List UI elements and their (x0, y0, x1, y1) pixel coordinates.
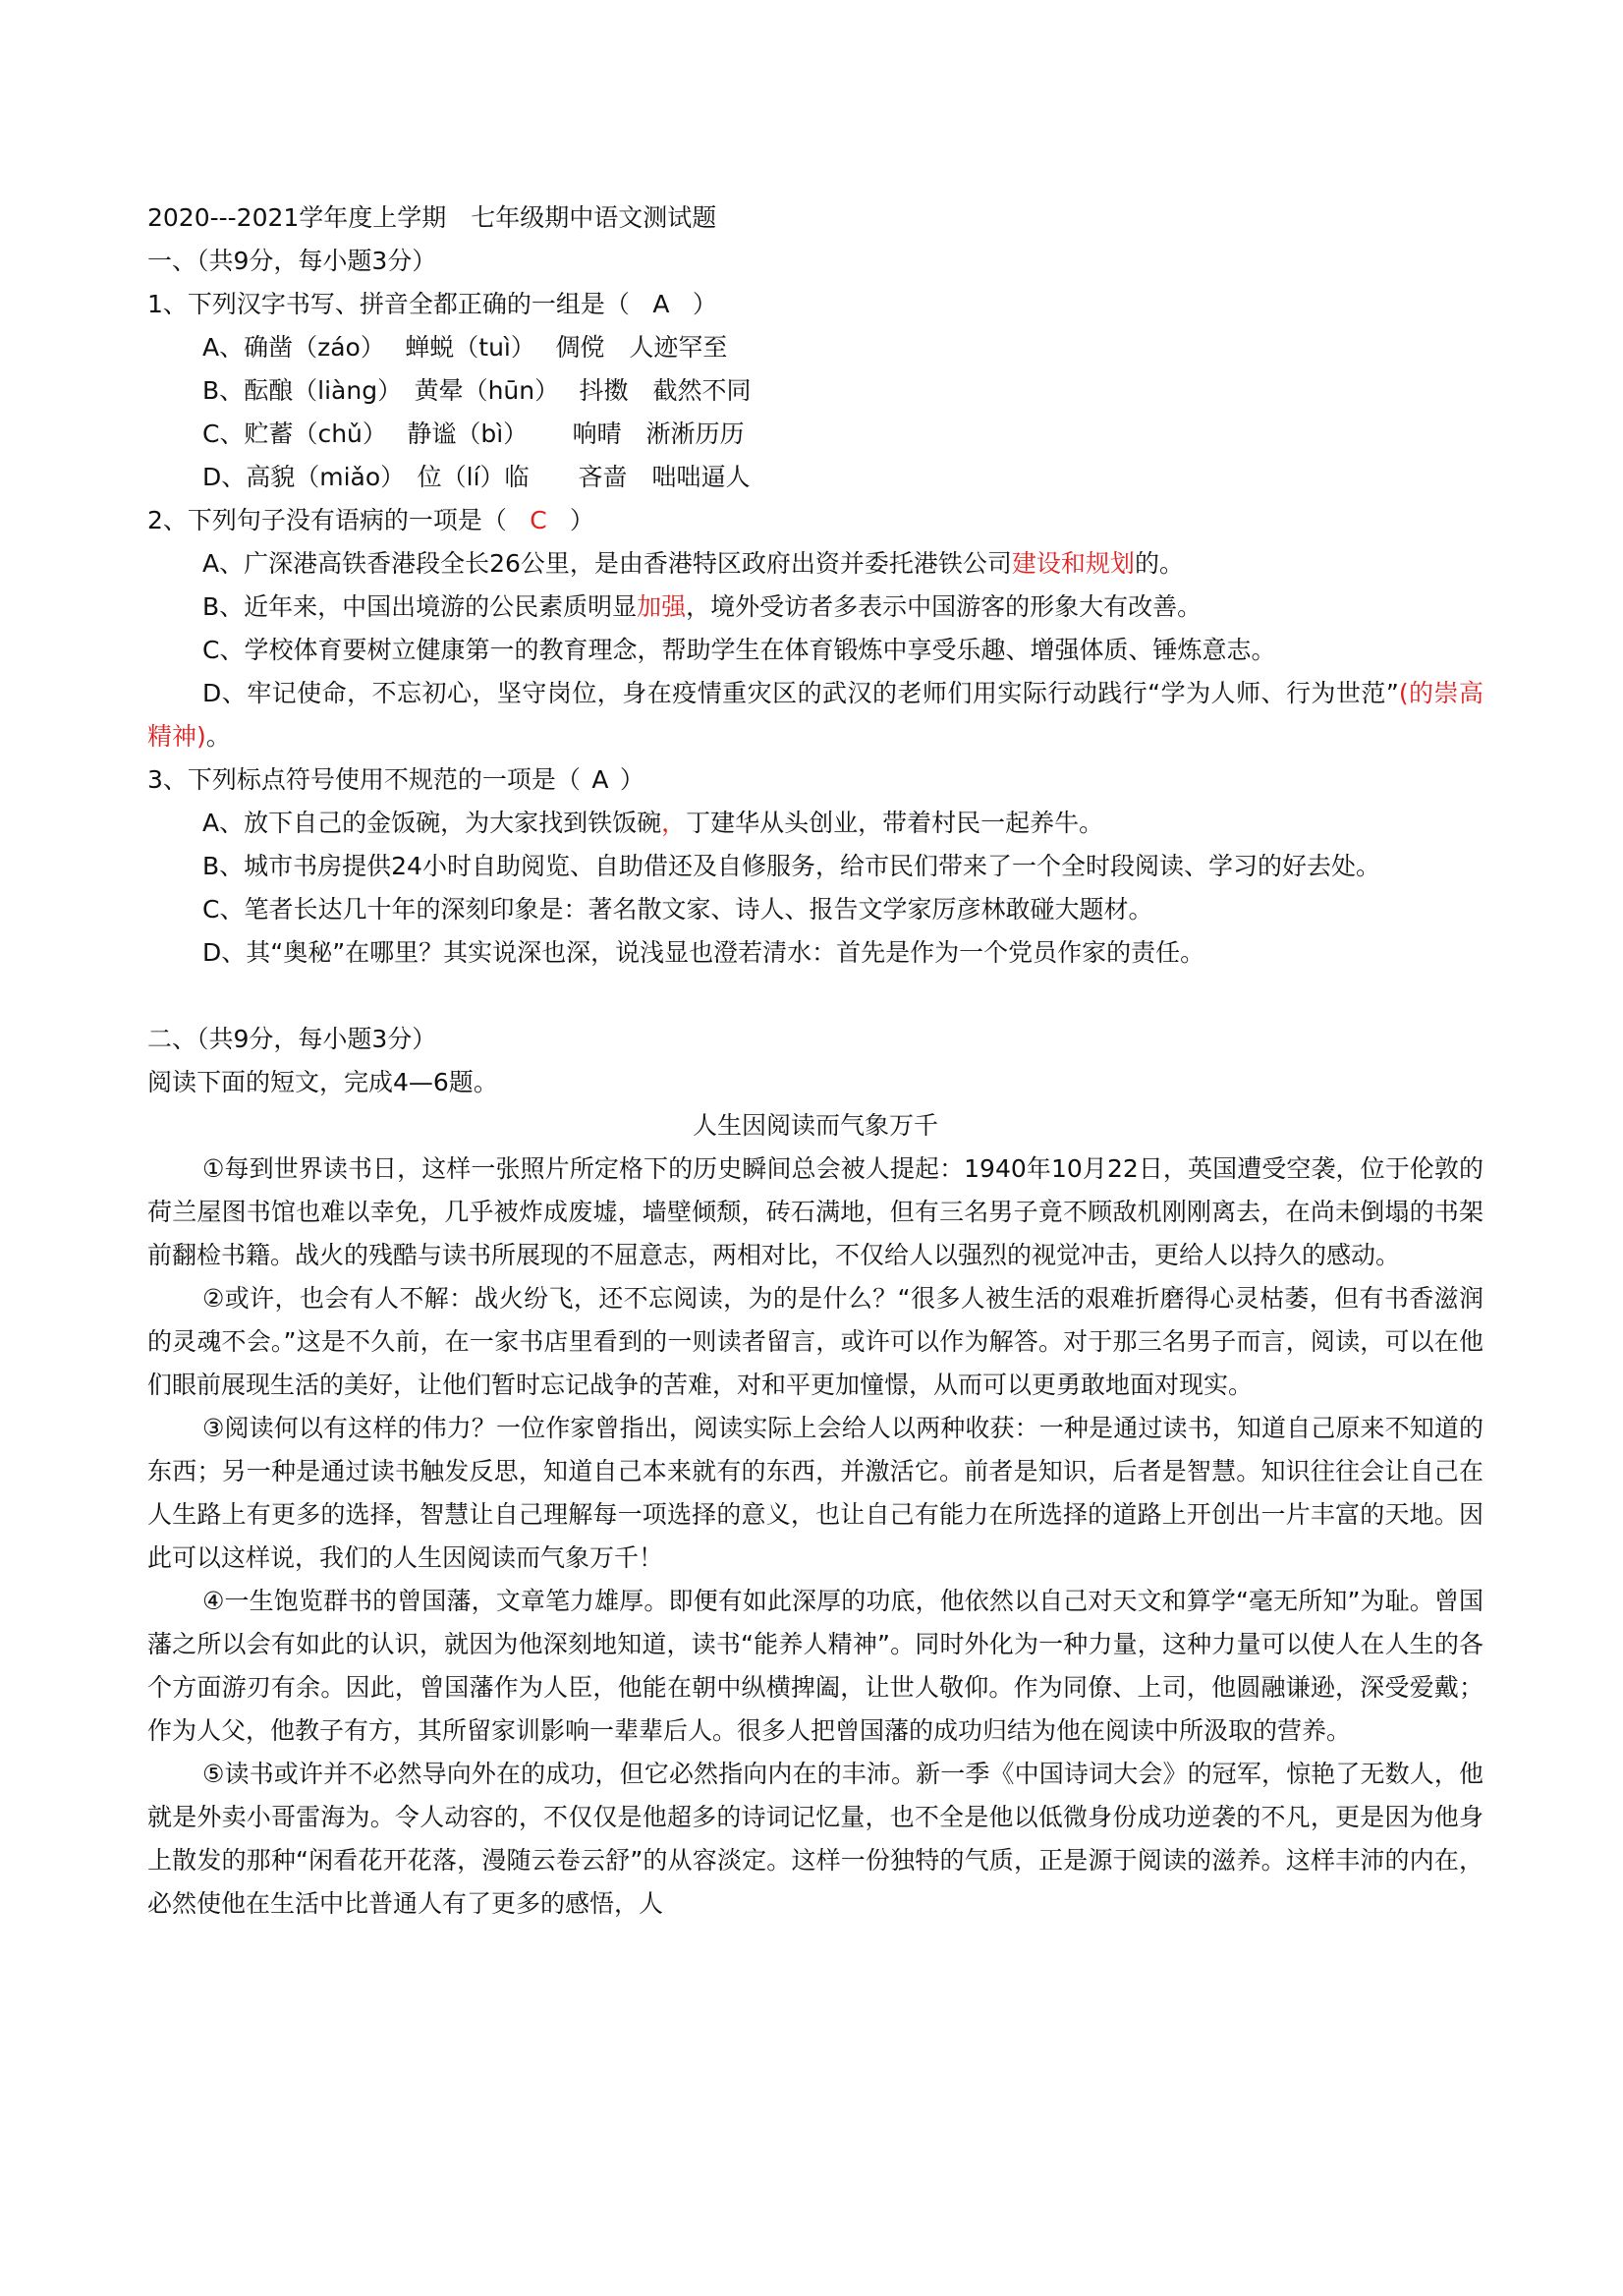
question-3-stem: 3、下列标点符号使用不规范的一项是（ (147, 765, 581, 794)
question-3-option-b: B、城市书房提供24小时自助阅览、自助借还及自修服务，给市民们带来了一个全时段阅读、学习的好去处。 (202, 852, 1380, 880)
option-text: A、广深港高铁香港段全长26公里，是由香港特区政府出资并委托港铁公司 (202, 549, 1012, 578)
question-2-close: ） (569, 506, 594, 534)
option-highlight: 加强 (637, 592, 687, 621)
question-2-option-c: C、学校体育要树立健康第一的教育理念，帮助学生在体育锻炼中享受乐趣、增强体质、锤炼意志。 (202, 636, 1276, 664)
exam-content (147, 196, 1483, 1926)
option-text: A、放下自己的金饭碗，为大家找到铁饭碗 (202, 809, 662, 837)
option-highlight: ， (661, 809, 687, 837)
article-paragraph-5: ⑤读书或许并不必然导向外在的成功，但它必然指向内在的丰沛。新一季《中国诗词大会》的冠军，惊艳了无数人，他就是外卖小哥雷海为。令人动容的，不仅仅是他超多的诗词记忆量，也不全是他以低微身份成功逆袭的不凡，更是因为他身上散发的那种“闲看花开花落，漫随云卷云舒”的从容淡定。这样一份独特的气质，正是源于阅读的滋养。这样丰沛的内在，必然使他在生活中比普通人有了更多的感悟，人 (147, 1760, 1483, 1918)
exam-title: 2020---2021学年度上学期 七年级期中语文测试题 (147, 203, 717, 232)
question-1-option-c: C、贮蓄（chǔ） 静谧（bì） 响晴 淅淅历历 (202, 420, 745, 448)
article-paragraph-1: ①每到世界读书日，这样一张照片所定格下的历史瞬间总会被人提起：1940年10月22日，英国遭受空袭，位于伦敦的荷兰屋图书馆也难以幸免，几乎被炸成废墟，墙壁倾颓，砖石满地，但有三名男子竟不顾敌机刚刚离去，在尚未倒塌的书架前翻检书籍。战火的残酷与读书所展现的不屈意志，两相对比，不仅给人以强烈的视觉冲击，更给人以持久的感动。 (147, 1154, 1483, 1269)
question-2 (147, 499, 1483, 542)
question-2-option-d (147, 672, 1483, 758)
question-1 (147, 283, 1483, 326)
question-3-option-a (147, 802, 1483, 845)
article-paragraph-3: ③阅读何以有这样的伟力？一位作家曾指出，阅读实际上会给人以两种收获：一种是通过读书，知道自己原来不知道的东西；另一种是通过读书触发反思，知道自己本来就有的东西，并激活它。前者是知识，后者是智慧。知识往往会让自己在人生路上有更多的选择，智慧让自己理解每一项选择的意义，也让自己有能力在所选择的道路上开创出一片丰富的天地。因此可以这样说，我们的人生因阅读而气象万千！ (147, 1414, 1483, 1572)
option-text: ，境外受访者多表示中国游客的形象大有改善。 (686, 592, 1203, 621)
article-paragraph-4: ④一生饱览群书的曾国藩，文章笔力雄厚。即便有如此深厚的功底，他依然以自己对天文和算学“毫无所知”为耻。曾国藩之所以会有如此的认识，就因为他深刻地知道，读书“能养人精神”。同时外化为一种力量，这种力量可以使人在人生的各个方面游刃有余。因此，曾国藩作为人臣，他能在朝中纵横捭阖，让世人敬仰。作为同僚、上司，他圆融谦逊，深受爱戴；作为人父，他教子有方，其所留家训影响一辈辈后人。很多人把曾国藩的成功归结为他在阅读中所汲取的营养。 (147, 1587, 1483, 1745)
question-3-answer: A (591, 765, 609, 794)
article-title: 人生因阅读而气象万千 (692, 1111, 938, 1140)
option-highlight: 建设和规划 (1011, 549, 1135, 578)
question-1-option-b: B、酝酿（liàng） 黄晕（hūn） 抖擞 截然不同 (202, 376, 752, 405)
section-gap (147, 975, 1483, 1018)
option-highlight: (的崇高精神) (147, 679, 1483, 751)
section2-header: 二、（共9分，每小题3分） (147, 1025, 437, 1053)
question-1-answer: A (652, 290, 670, 318)
article-paragraph-2: ②或许，也会有人不解：战火纷飞，还不忘阅读，为的是什么？“很多人被生活的艰难折磨得心灵枯萎，但有书香滋润的灵魂不会。”这是不久前，在一家书店里看到的一则读者留言，或许可以作为解答。对于那三名男子而言，阅读，可以在他们眼前展现生活的美好，让他们暂时忘记战争的苦难，对和平更加憧憬，从而可以更勇敢地面对现实。 (147, 1284, 1483, 1399)
section2-instruction: 阅读下面的短文，完成4—6题。 (147, 1068, 498, 1096)
question-2-answer: C (530, 506, 547, 534)
question-2-option-b (147, 586, 1483, 629)
option-text: 的。 (1134, 549, 1184, 578)
question-1-close: ） (692, 290, 717, 318)
question-3-option-c: C、笔者长达几十年的深刻印象是：著名散文家、诗人、报告文学家厉彦林敢碰大题材。 (202, 895, 1153, 924)
question-1-stem: 1、下列汉字书写、拼音全都正确的一组是（ (147, 290, 630, 318)
question-3-option-d: D、其“奥秘”在哪里？其实说深也深，说浅显也澄若清水：首先是作为一个党员作家的责任。 (202, 938, 1205, 967)
question-1-option-d: D、高貌（miǎo） 位（lí）临 吝啬 咄咄逼人 (202, 463, 751, 491)
question-3 (147, 758, 1483, 802)
question-3-close: ） (619, 765, 644, 794)
option-text: 丁建华从头创业，带着村民一起养牛。 (686, 809, 1104, 837)
option-text: 。 (205, 722, 231, 751)
section1-header: 一、（共9分，每小题3分） (147, 247, 437, 275)
option-text: B、近年来，中国出境游的公民素质明显 (202, 592, 638, 621)
question-2-option-a (147, 542, 1483, 586)
question-2-stem: 2、下列句子没有语病的一项是（ (147, 506, 507, 534)
question-1-option-a: A、确凿（záo） 蝉蜕（tuì） 倜傥 人迹罕至 (202, 333, 728, 362)
option-text: D、牢记使命，不忘初心，坚守岗位，身在疫情重灾区的武汉的老师们用实际行动践行“学为人师、行为世范” (202, 679, 1399, 707)
